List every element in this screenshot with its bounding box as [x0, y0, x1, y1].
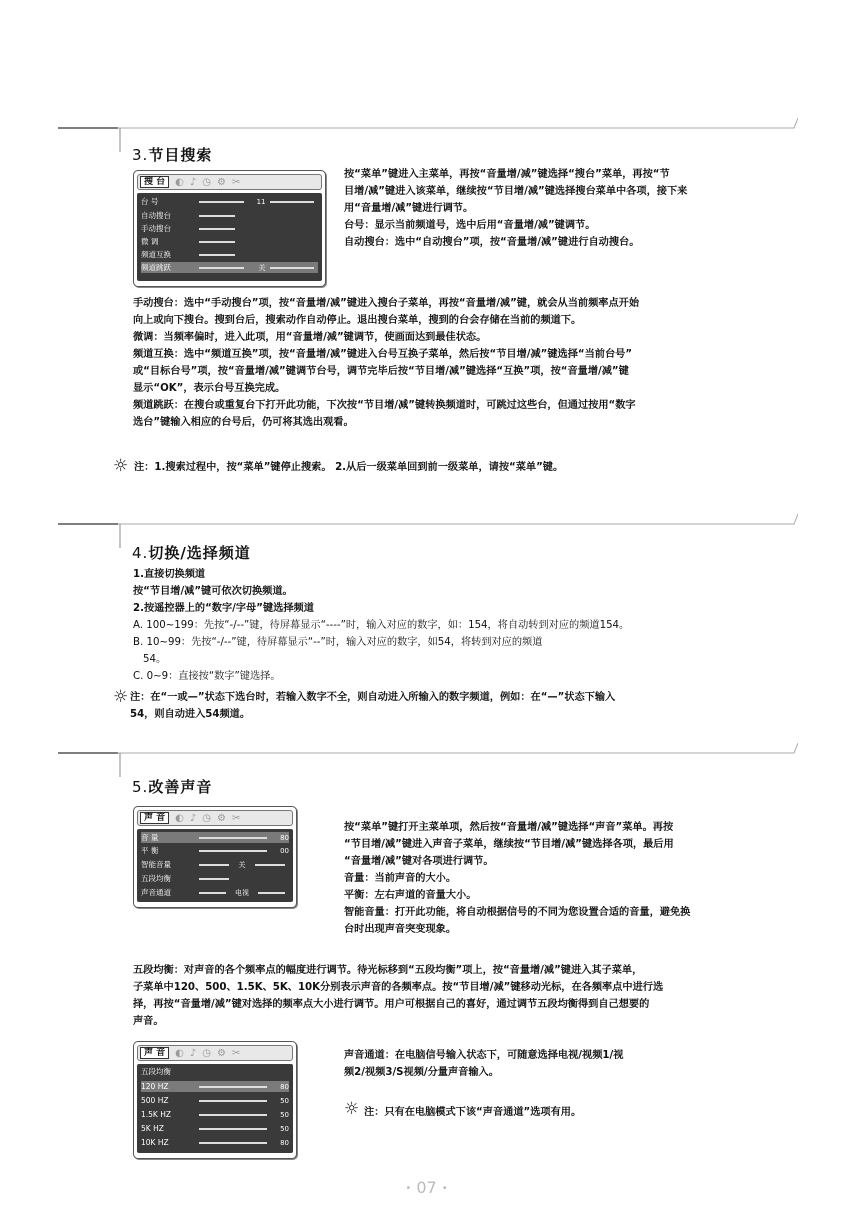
picture-icon: ◐: [175, 812, 184, 824]
menu-row: 1.5K HZ 50: [141, 1110, 289, 1119]
page-number: • 07 •: [405, 1178, 448, 1197]
sound-icon: ♪: [189, 176, 197, 188]
settings-icon: ⚙: [217, 176, 226, 188]
tuning-menu-image: [133, 170, 326, 287]
menu-row: 5K HZ 50: [141, 1124, 289, 1133]
section-title: 4.切换/选择频道: [132, 544, 251, 562]
menu-row: 10K HZ 80: [141, 1138, 289, 1147]
menu-row: 手动搜台: [141, 223, 318, 234]
section-divider: [58, 737, 798, 777]
menu-row: 声音通道 电视: [141, 887, 289, 898]
section-3-note: 注：1.搜索过程中，按“菜单”键停止搜索。 2.从后一级菜单回到前一级菜单，请按“菜单”键。: [134, 462, 564, 473]
note-sun-icon: ☼: [113, 456, 129, 476]
menu-header: 五段均衡: [141, 1067, 171, 1076]
section-5-body: 五段均衡：对声音的各个频率点的幅度进行调节。待光标移到“五段均衡”项上，按“音量增/减”键进入其子菜单， 子菜单中120、500、1.5K、5K、10K分别表示声音的各频率点。按“节目增/减”键移动光标，在各频率点中进行选 择，再按“音量增/减”键对选择的频率点大小进行调节。用户可根据自己的喜好，通过调节五段均衡得到自己想要的 声音。: [133, 965, 664, 1027]
picture-icon: ◐: [175, 1047, 184, 1059]
menu-tabs: [137, 1045, 293, 1061]
menu-row: 五段均衡: [141, 873, 289, 884]
menu-tab-active: 声 音: [140, 1047, 169, 1059]
note-sun-icon: ☼: [344, 1099, 360, 1119]
section-5-description: 按“菜单”键打开主菜单项，然后按“音量增/减”键选择“声音”菜单。再按 “节目增/减”键进入声音子菜单，继续按“节目增/减”键选择各项，最后用 “音量增/减”键对各项进行调节。 音量：当前声音的大小。 平衡：左右声道的音量大小。 智能音量：打开此功能，将自动根据信号的不同为您设置合适的音量，避免换 台时出现声音突变现象。: [344, 822, 691, 935]
equalizer-menu-image: [133, 1041, 297, 1159]
note-sun-icon: ☼: [113, 687, 129, 707]
clock-icon: ◷: [202, 1047, 211, 1059]
sound-menu-image: [133, 806, 297, 908]
menu-row: 台 号 11: [141, 196, 318, 207]
section-4-note: 注：在“一或—”状态下选台时，若输入数字不全，则自动进入所输入的数字频道，例如：在“—”状态下输入 54，则自动进入54频道。: [130, 692, 616, 720]
tools-icon: ✂: [231, 812, 241, 824]
menu-row: 频道跳跃 关: [141, 262, 318, 273]
clock-icon: ◷: [202, 176, 211, 188]
menu-row: 微 调: [141, 236, 318, 247]
settings-icon: ⚙: [217, 1047, 226, 1059]
section-5-channel-text: 声音通道：在电脑信号输入状态下，可随意选择电视/视频1/视 频2/视频3/S视频/分量声音输入。: [344, 1050, 624, 1078]
section-title: 5.改善声音: [132, 778, 213, 796]
menu-row: 智能音量 关: [141, 859, 289, 870]
menu-row: 平 衡 00: [141, 846, 289, 855]
menu-body: [137, 829, 293, 902]
section-3-description: 按“菜单”键进入主菜单，再按“音量增/减”键选择“搜台”菜单，再按“节 目增/减”键进入该菜单，继续按“节目增/减”键选择搜台菜单中各项，接下来 用“音量增/减”键进行调节。 台号：显示当前频道号，选中后用“音量增/减”键调节。 自动搜台：选中“自动搜台”项，按“音量增/减”键进行自动搜台。: [344, 169, 688, 248]
menu-row: 120 HZ 80: [141, 1082, 289, 1091]
menu-row: 频道互换: [141, 249, 318, 260]
sound-icon: ♪: [189, 1047, 197, 1059]
menu-tabs: [137, 810, 293, 826]
picture-icon: ◐: [175, 176, 184, 188]
section-title: 3.节目搜索: [132, 146, 213, 164]
sound-icon: ♪: [189, 812, 197, 824]
section-4-body: 1.直接切换频道 按“节目增/减”键可依次切换频道。 2.按遥控器上的“数字/字母”键选择频道 A. 100~199：先按“-/--”键，待屏幕显示“----”时，输入对应的数字，如：154，将自动转到对应的频道154。 B. 10~99：先按“-/--”键，待屏幕显示“--”时，输入对应的数字，如54，将转到对应的频道 54。 C. 0~9：直接按“数字”键选择。: [133, 569, 630, 682]
menu-row: 自动搜台: [141, 210, 318, 221]
settings-icon: ⚙: [217, 812, 226, 824]
tools-icon: ✂: [231, 1047, 241, 1059]
menu-body: [137, 1064, 293, 1153]
menu-row: 500 HZ 50: [141, 1096, 289, 1105]
tools-icon: ✂: [231, 176, 241, 188]
menu-tab-active: 搜 台: [140, 176, 169, 188]
menu-tab-active: 声 音: [140, 812, 169, 824]
menu-tabs: [137, 174, 322, 190]
section-3-body: 手动搜台：选中“手动搜台”项，按“音量增/减”键进入搜台子菜单，再按“音量增/减”键，就会从当前频率点开始 向上或向下搜台。搜到台后，搜索动作自动停止。退出搜台菜单，搜到的台会存储在当前的频道下。 微调：当频率偏时，进入此项，用“音量增/减”键调节，使画面达到最佳状态。 频道互换：选中“频道互换”项，按“音量增/减”键进入台号互换子菜单，然后按“节目增/减”键选择“当前台号” 或“目标台号”项，按“音量增/减”键调节台号，调节完毕后按“节目增/减”键选择“互换”项，按“音量增/减”键 显示“OK”，表示台号互换完成。 频道跳跃：在搜台或重复台下打开此功能，下次按“节目增/减”键转换频道时，可跳过这些台，但通过按用“数字 选台”键输入相应的台号后，仍可将其选出观看。: [133, 298, 640, 428]
menu-row: 音 量 80: [141, 833, 289, 842]
clock-icon: ◷: [202, 812, 211, 824]
section-5-note: 注：只有在电脑模式下该“声音通道”选项有用。: [364, 1107, 582, 1118]
menu-body: [137, 193, 322, 281]
